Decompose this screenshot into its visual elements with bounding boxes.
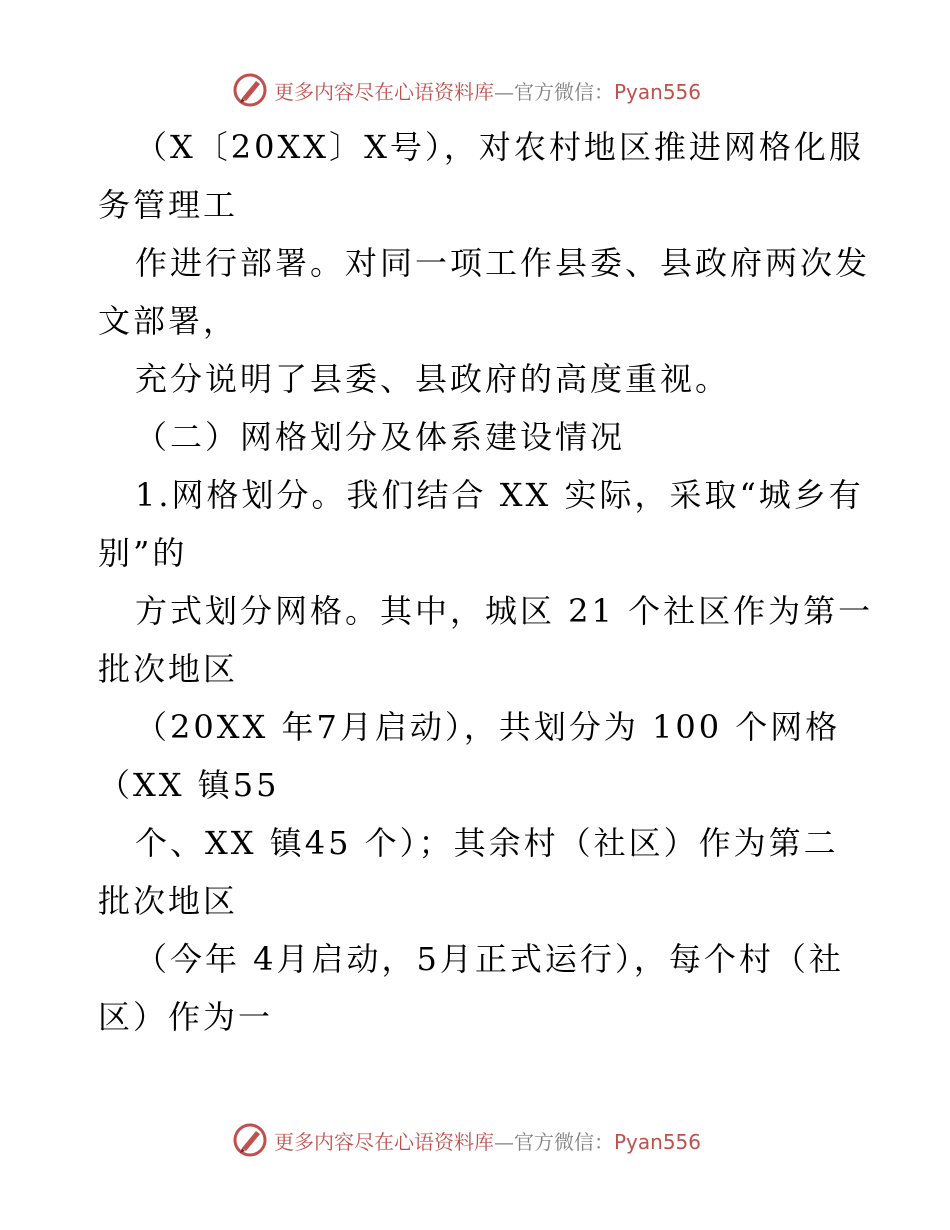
body-line: 文部署， [98,302,239,340]
body-line: 1.网格划分。我们结合 XX 实际，采取“城乡有 [135,476,864,514]
body-line: 方式划分网格。其中，城区 21 个社区作为第一 [135,592,874,630]
banner-wechat-id: Pyan556 [614,79,702,104]
body-line: （X〔20XX〕X号），对农村地区推进网格化服 [135,128,864,166]
body-line: 务管理工 [98,186,239,224]
banner-wechat-label: 官方微信： [514,1129,614,1154]
body-line: 个、XX 镇45 个）；其余村（社区）作为第二 [135,824,839,862]
pen-logo-icon [232,1122,268,1158]
body-line: （今年 4月启动，5月正式运行），每个村（社 [135,940,844,978]
body-line: （XX 镇55 [98,766,280,804]
body-line: （20XX 年7月启动），共划分为 100 个网格 [135,708,841,746]
section-heading: （二）网格划分及体系建设情况 [135,418,626,456]
body-line: 区）作为一 [98,998,274,1036]
body-line: 批次地区 [98,650,239,688]
banner-wechat-label: 官方微信： [514,79,614,104]
banner-dash: — [494,79,514,104]
body-line: 批次地区 [98,882,239,920]
body-line: 充分说明了县委、县政府的高度重视。 [135,360,731,398]
footer-banner [232,1120,701,1160]
body-line: 作进行部署。对同一项工作县委、县政府两次发 [135,244,871,282]
banner-text [274,1126,701,1155]
banner-site-text: 更多内容尽在心语资料库 [274,79,494,104]
banner-wechat-id: Pyan556 [614,1129,702,1154]
banner-dash: — [494,1129,514,1154]
body-line: 别”的 [98,534,188,572]
banner-site-text: 更多内容尽在心语资料库 [274,1129,494,1154]
